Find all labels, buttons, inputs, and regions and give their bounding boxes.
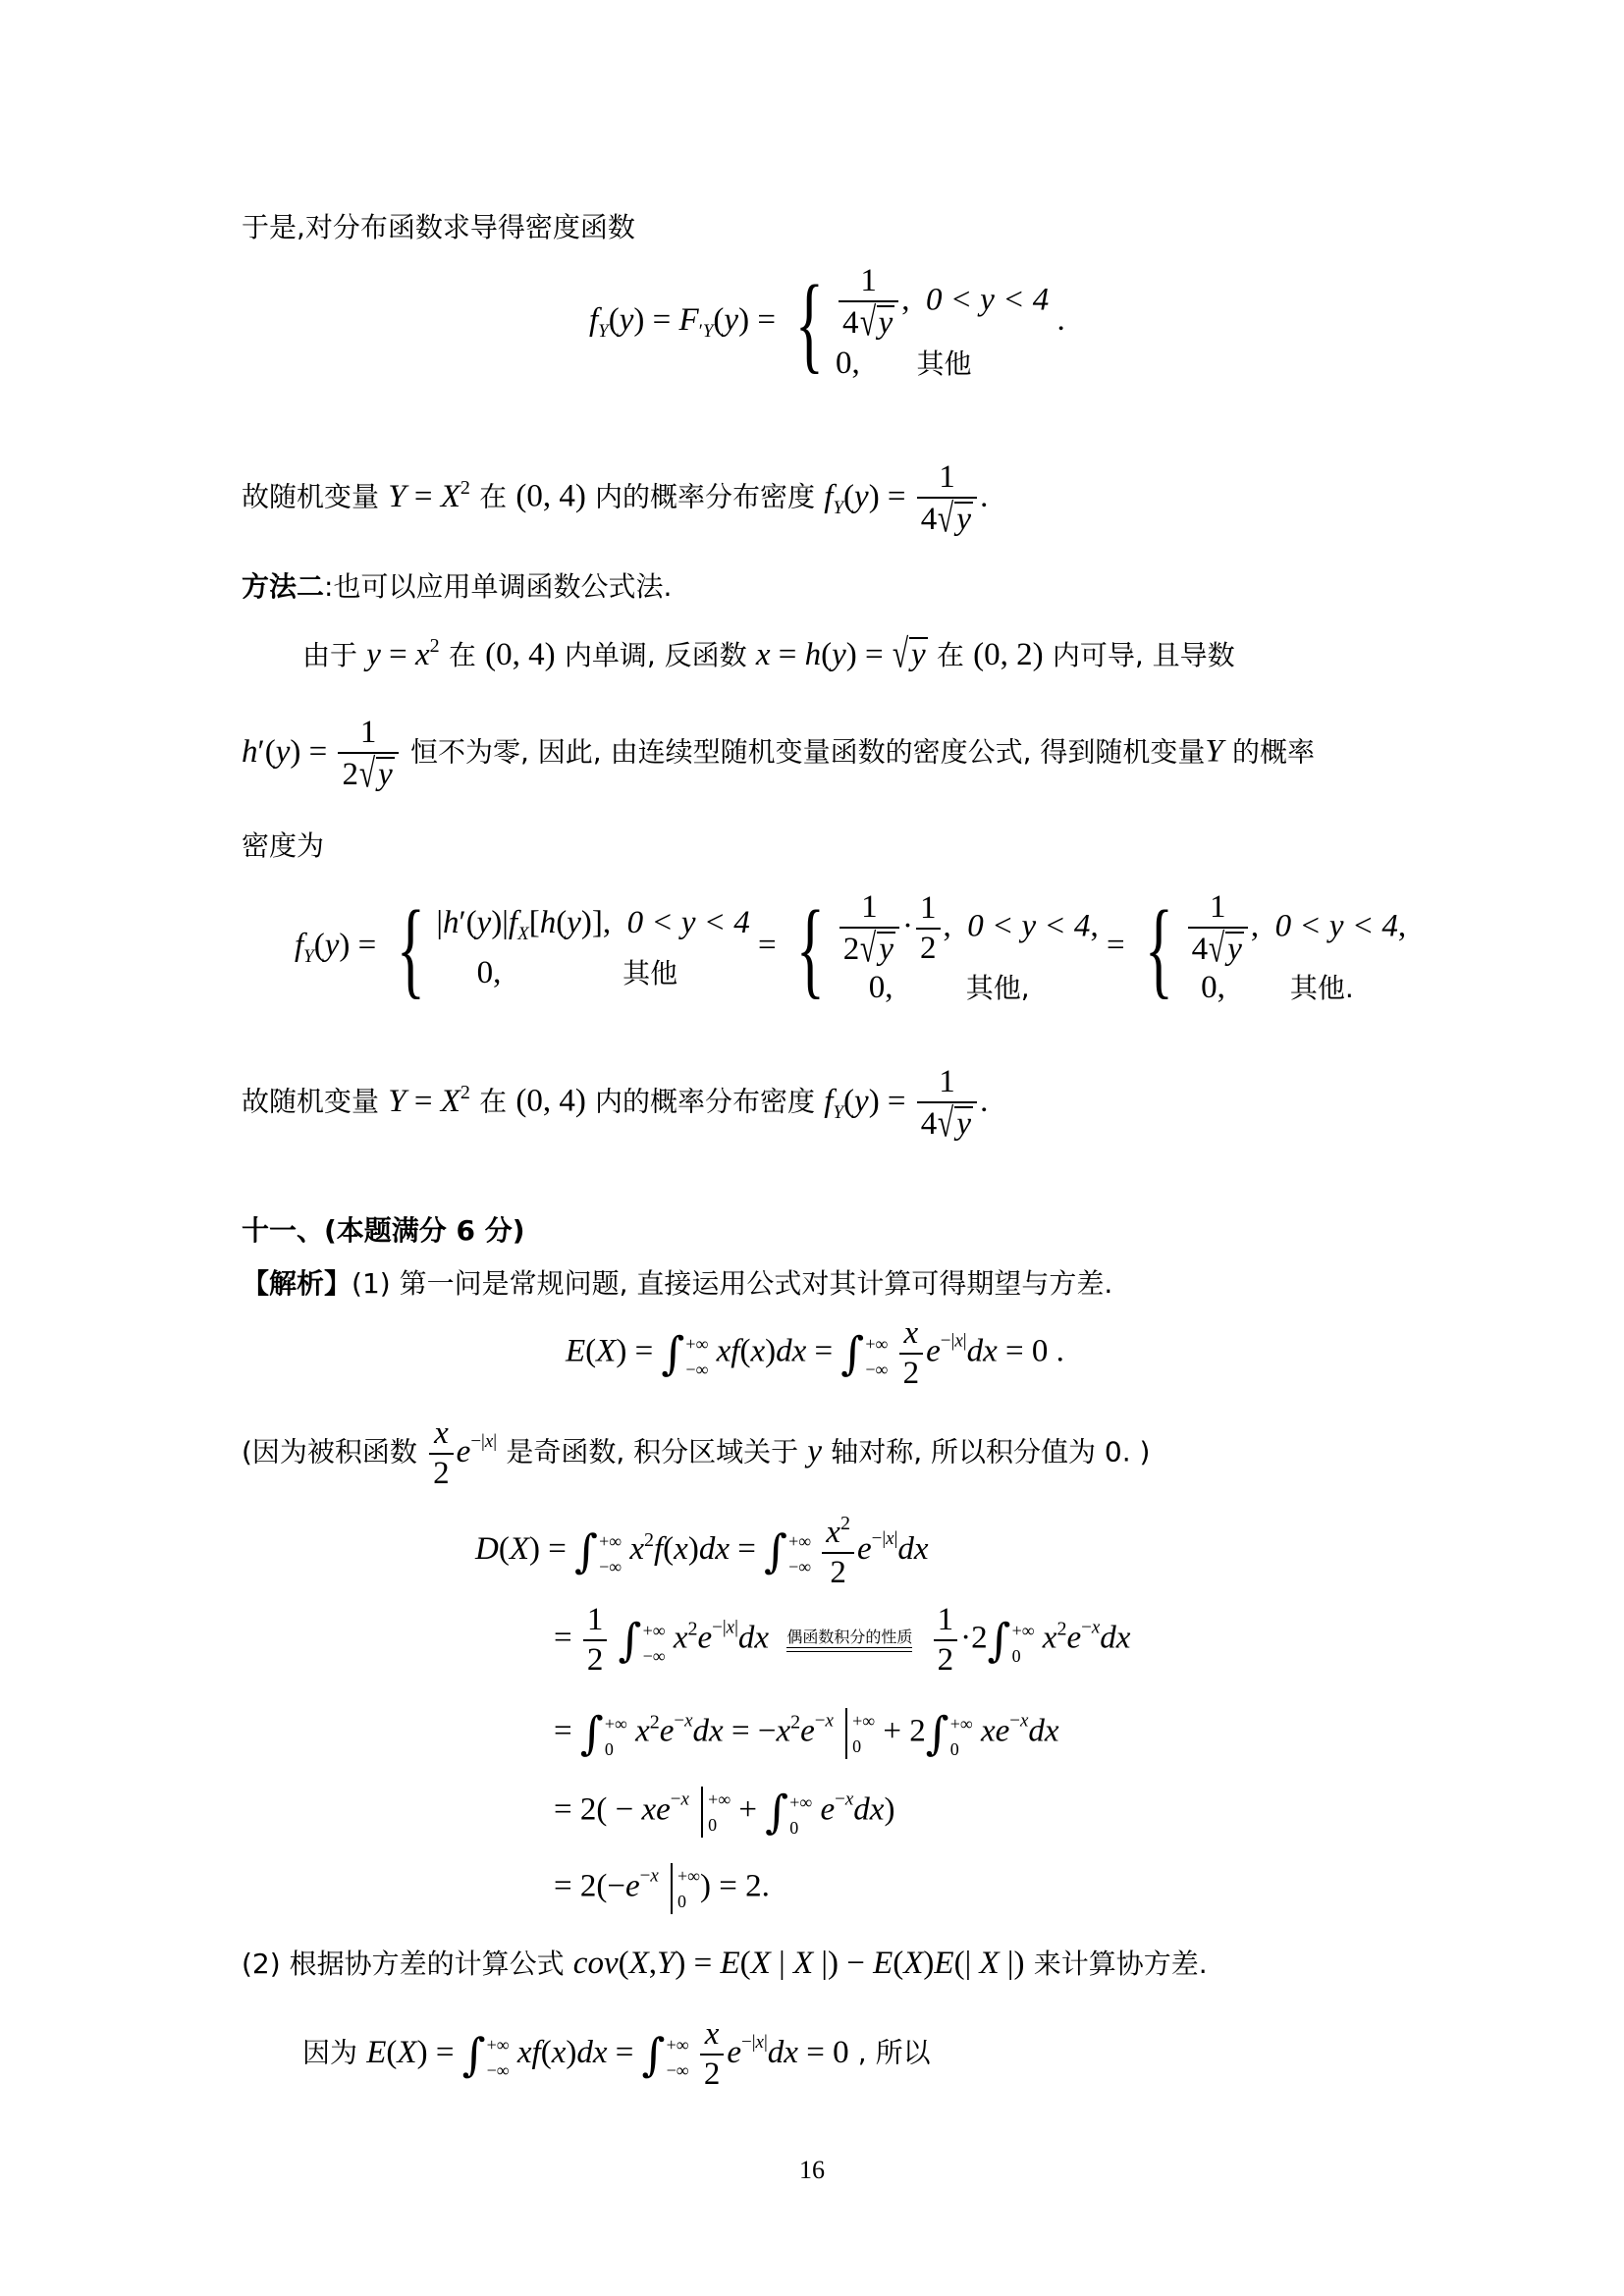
section-title: 十一、(本题满分 6 分) bbox=[242, 1214, 525, 1247]
conclusion-1: 故随机变量 $Y = X^2$ 在 (0, 4) 内的概率分布密度 $f_Y(y)$ = $\frac{1}{4√y}$ . bbox=[242, 459, 989, 542]
variance-line-2: = $\frac{1}{2}$ ∫ +∞ −∞ $x^2e^{-|x|}dx$ 偶函数积分的性质 $\frac{1}{2}$ ·2∫ +∞ 0 $x^2e^{-x}dx$ bbox=[554, 1602, 1131, 1678]
variance-line-5: = $2(-e^{-x}$ +∞ 0 ) = 2. bbox=[554, 1863, 770, 1914]
expectation-equation: E(X) = ∫ +∞ −∞ xf(x)dx = ∫ +∞ −∞ $\frac{x}{2}$ $e^{-|x|}dx = 0$ . bbox=[566, 1315, 1064, 1391]
even-function-note: 偶函数积分的性质 bbox=[786, 1627, 913, 1646]
odd-function-note: (因为被积函数 $\frac{x}{2}$ $e^{-|x|}$ 是奇函数, 积分区域关于 y 轴对称, 所以积分值为 0. ) bbox=[242, 1415, 1151, 1491]
method2-line: 方法二:也可以应用单调函数公式法. bbox=[242, 570, 673, 603]
monotone-line: 由于 $y = x^2$ 在 (0, 4) 内单调, 反函数 x = h(y) = √y 在 (0, 2) 内可导, 且导数 bbox=[302, 632, 1235, 677]
variance-line-1: D(X) = ∫ +∞ −∞ $x^2f(x)dx$ = ∫ +∞ −∞ $\frac{x^2}{2}$ $e^{-|x|}dx$ bbox=[475, 1513, 929, 1590]
density-is-line: 密度为 bbox=[242, 829, 325, 862]
page-number: 16 bbox=[799, 2156, 825, 2184]
analysis-line: 【解析】(1) 第一问是常规问题, 直接运用公式对其计算可得期望与方差. bbox=[242, 1267, 1113, 1300]
density-equation-2: $f_Y(y)$ = { $|h'(y)|f_X[h(y)]$, 0 < y < 4 0, 其他 = { $\frac{1}{2√y}$ · $\frac{1}{2}$ , 0 < y < 4, 0, 其他, = { $\frac{1}{4√y}$ , 0 < y < 4, 0, 其他. bbox=[295, 887, 1407, 1008]
part2-line: (2) 根据协方差的计算公式 cov(X,Y) = E(X | X |) − E(X)E(| X |) 来计算协方差. bbox=[242, 1946, 1208, 1981]
because-line: 因为 E(X) = ∫ +∞ −∞ xf(x)dx = ∫ +∞ −∞ $\frac{x}{2}$ $e^{-|x|}dx = 0$ , 所以 bbox=[302, 2016, 931, 2092]
intro-line: 于是,对分布函数求导得密度函数 bbox=[242, 211, 635, 243]
variance-line-3: = ∫ +∞ 0 $x^2e^{-x}dx = -x^2e^{-x}$ +∞ 0 + 2∫ +∞ 0 $xe^{-x}dx$ bbox=[554, 1706, 1059, 1760]
else-label-1: 其他 bbox=[916, 347, 972, 380]
density-equation-1: $f_Y(y) = F_{'Y}(y)$ = { $\frac{1}{4√y}$ , 0 < y < 4 0, 其他 . bbox=[589, 262, 1065, 383]
variance-line-4: = $2( - xe^{-x}$ +∞ 0 + ∫ +∞ 0 $e^{-x}dx$) bbox=[554, 1785, 895, 1839]
conclusion-2: 故随机变量 $Y = X^2$ 在 (0, 4) 内的概率分布密度 $f_Y(y)$ = $\frac{1}{4√y}$ . bbox=[242, 1064, 989, 1147]
hprime-line: h′(y) = $\frac{1}{2√y}$ 恒不为零, 因此, 由连续型随机变量函数的密度公式, 得到随机变量Y 的概率 bbox=[242, 715, 1315, 797]
